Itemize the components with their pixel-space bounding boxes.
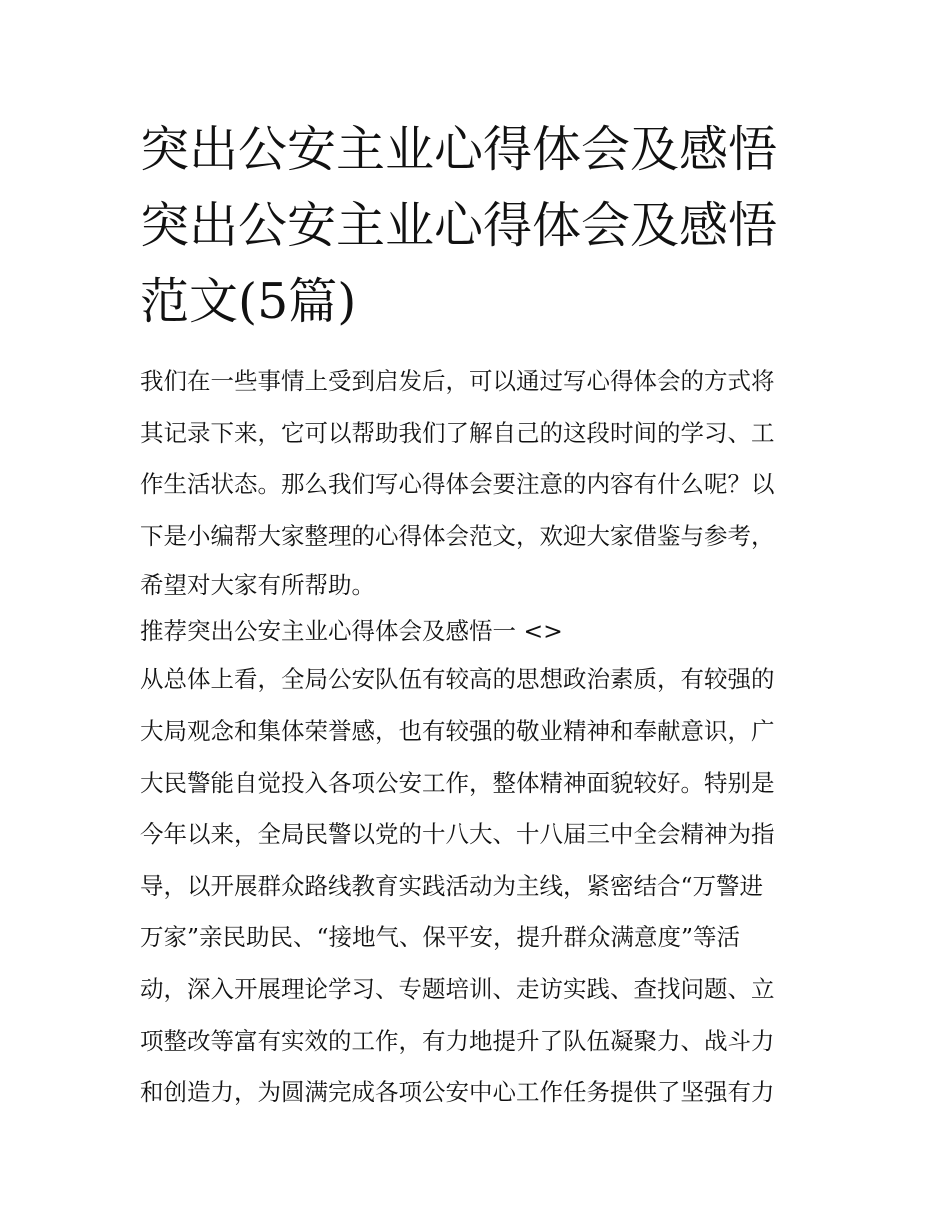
intro-line-1: 我们在一些事情上受到启发后，可以通过写心得体会的方式将 [140,367,775,395]
section-line-4: 今年以来，全局民警以党的十八大、十八届三中全会精神为指 [140,820,775,849]
document-body [140,356,830,1119]
section-line-2: 大局观念和集体荣誉感，也有较强的敬业精神和奉献意识，广 [140,716,775,745]
section-line-6: 万家”亲民助民、“接地气、保平安，提升群众满意度”等活 [140,923,741,952]
section-line-3: 大民警能自觉投入各项公安工作，整体精神面貌较好。特别是 [140,768,775,797]
intro-line-5: 希望对大家有所帮助。 [140,571,375,600]
section-line-9: 和创造力，为圆满完成各项公安中心工作任务提供了坚强有力 [140,1078,775,1107]
title-line-2: 突出公安主业心得体会及感悟 [140,197,778,254]
title-line-3: 范文(5篇) [140,273,357,330]
intro-line-2: 其记录下来，它可以帮助我们了解自己的这段时间的学习、工 [140,418,775,447]
section-heading: 推荐突出公安主业心得体会及感悟一 <> [140,617,563,646]
intro-line-3: 作生活状态。那么我们写心得体会要注意的内容有什么呢？以 [140,470,775,499]
section-line-7: 动，深入开展理论学习、专题培训、走访实践、查找问题、立 [140,974,775,1003]
document-title [140,112,830,340]
intro-line-4: 下是小编帮大家整理的心得体会范文，欢迎大家借鉴与参考， [140,521,775,550]
title-line-1: 突出公安主业心得体会及感悟 [140,121,778,178]
section-line-5: 导，以开展群众路线教育实践活动为主线，紧密结合“万警进 [140,871,764,900]
section-line-1: 从总体上看，全局公安队伍有较高的思想政治素质，有较强的 [140,665,775,694]
section-line-8: 项整改等富有实效的工作，有力地提升了队伍凝聚力、战斗力 [140,1026,775,1055]
